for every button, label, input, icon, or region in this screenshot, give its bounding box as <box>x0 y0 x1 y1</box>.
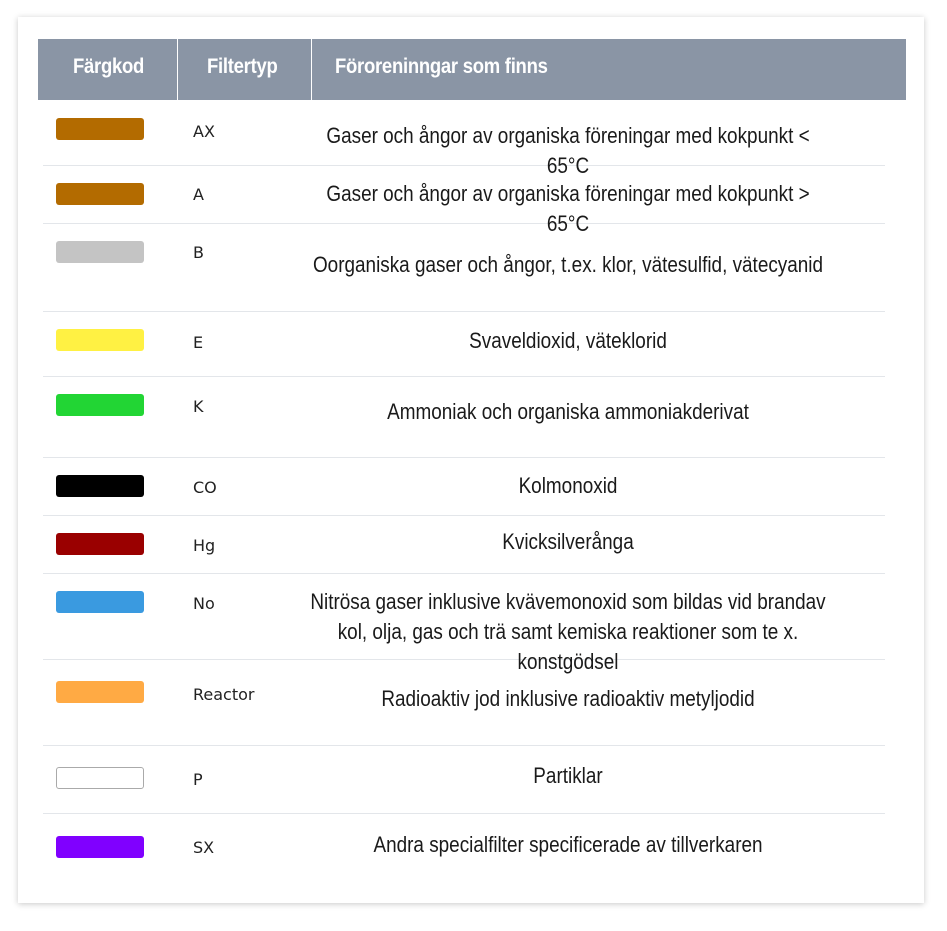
pollutant-description: Kvicksilverånga <box>502 529 634 554</box>
filter-type: SX <box>193 838 215 857</box>
pollutant-description: Kolmonoxid <box>518 473 618 498</box>
pollutant-description: Oorganiska gaser och ångor, t.ex. klor, vätesulfid, vätecyanid <box>312 252 824 277</box>
table-row <box>43 814 885 883</box>
color-swatch <box>56 118 144 140</box>
pollutant-description: Radioaktiv jod inklusive radioaktiv metyljodid <box>381 686 755 711</box>
filter-type: Reactor <box>193 685 255 704</box>
filter-table-card <box>18 17 924 903</box>
table-row <box>43 312 885 377</box>
filter-type: No <box>193 594 215 613</box>
table-row <box>43 458 885 516</box>
pollutant-description: Svaveldioxid, väteklorid <box>469 328 667 353</box>
filter-type: P <box>193 770 203 789</box>
table-row <box>43 746 885 814</box>
header-pollutants: Föroreninngar som finns <box>335 55 548 78</box>
filter-type: Hg <box>193 536 216 555</box>
color-swatch <box>56 329 144 351</box>
table-row <box>43 224 885 312</box>
filter-type: E <box>193 333 204 352</box>
table-row <box>43 660 885 746</box>
filter-type: K <box>193 397 204 416</box>
color-swatch <box>56 767 144 789</box>
table-row <box>43 574 885 674</box>
color-swatch <box>56 241 144 263</box>
table-row <box>43 101 885 178</box>
color-swatch <box>56 533 144 555</box>
pollutant-description: Andra specialfilter specificerade av tillverkaren <box>373 832 763 857</box>
color-swatch <box>56 591 144 613</box>
pollutant-description: Partiklar <box>533 763 603 788</box>
table-row <box>43 166 885 236</box>
pollutant-description: Gaser och ångor av organiska föreningar med kokpunkt < 65°C <box>326 123 810 178</box>
color-swatch <box>56 681 144 703</box>
filter-type: AX <box>193 122 215 141</box>
header-color-code: Färgkod <box>73 55 145 78</box>
color-swatch <box>56 183 144 205</box>
color-swatch <box>56 836 144 858</box>
pollutant-description: Gaser och ångor av organiska föreningar med kokpunkt > 65°C <box>326 181 810 236</box>
pollutant-description: Nitrösa gaser inklusive kvävemonoxid som bildas vid brandav kol, olja, gas och trä samt kemiska reaktioner som te x. konstgödsel <box>310 589 826 674</box>
pollutant-description: Ammoniak och organiska ammoniakderivat <box>387 399 749 424</box>
filter-type: A <box>193 185 204 204</box>
table-header <box>38 39 906 100</box>
filter-type: B <box>193 243 204 262</box>
header-divider <box>177 39 178 100</box>
header-filter-type: Filtertyp <box>207 55 278 78</box>
header-divider <box>311 39 312 100</box>
table-row <box>43 516 885 574</box>
table-row <box>43 377 885 458</box>
color-swatch <box>56 394 144 416</box>
filter-type: CO <box>193 478 217 497</box>
color-swatch <box>56 475 144 497</box>
